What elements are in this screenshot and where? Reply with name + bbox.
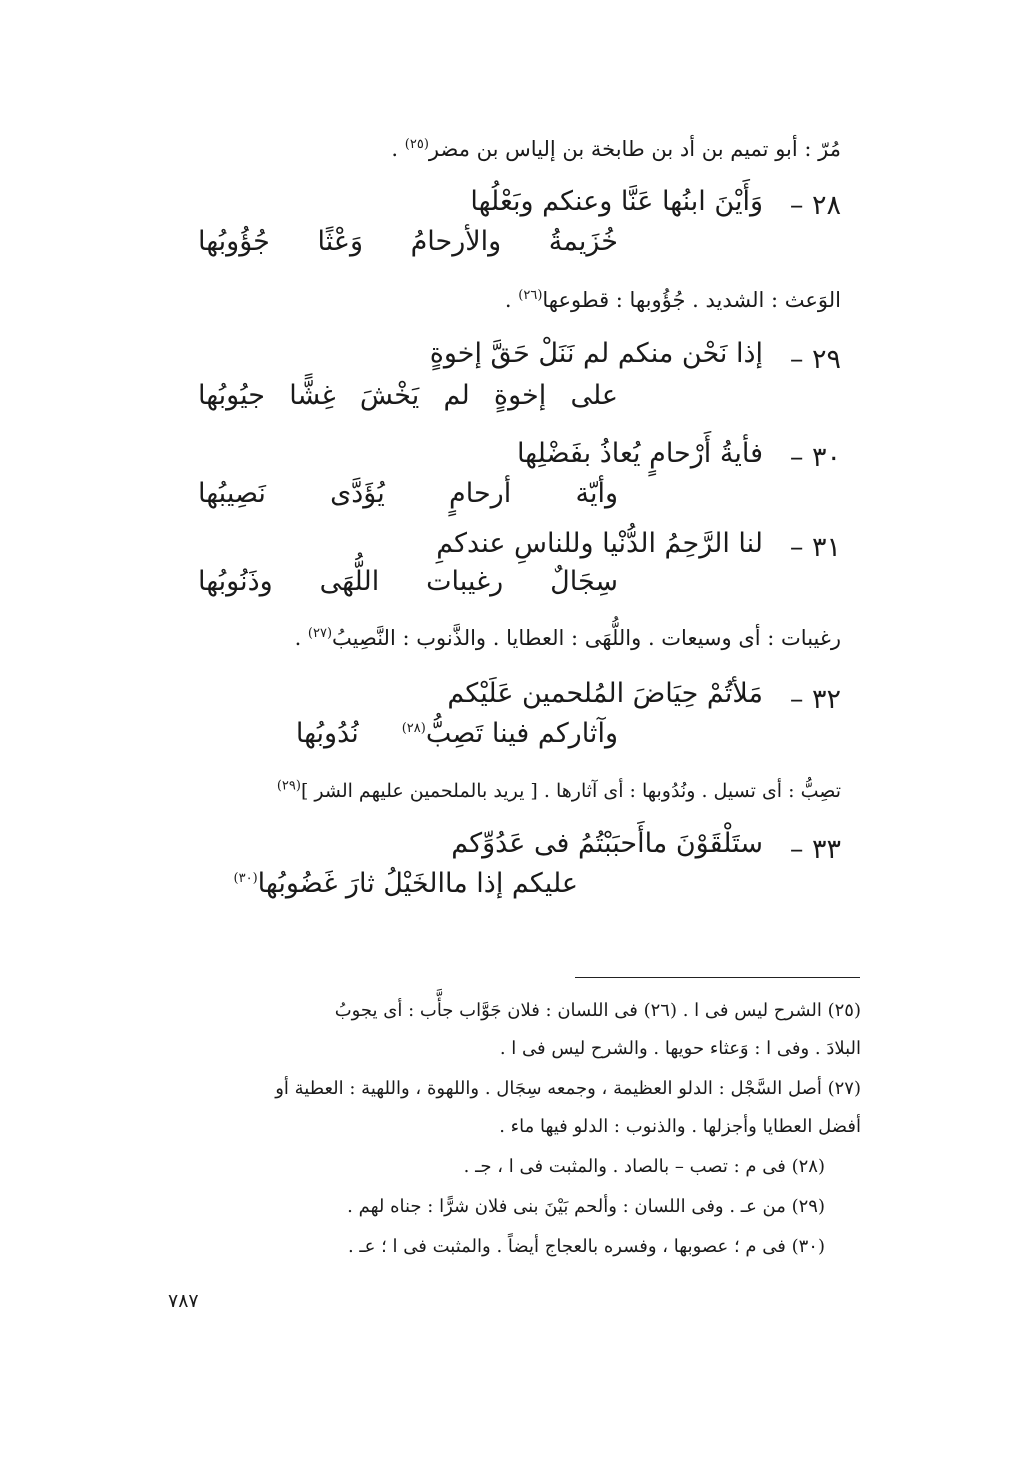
verse-number: ٢٩ – <box>789 344 841 375</box>
verse-second-hemistich <box>198 868 578 899</box>
verse-number: ٢٨ – <box>789 190 841 221</box>
verse-second-hemistich <box>198 718 618 749</box>
verse-second-text: وآثاركم فينا تَصِبُّ <box>425 718 618 749</box>
intro-text: مُرّ : أبو تميم بن أد بن طابخة بن إلياس بن مضر <box>428 137 841 161</box>
footnote-line: البلادَ . وفى ا : وَعثاء حويها . والشرح ليس فى ا . <box>499 1038 861 1059</box>
gloss-line <box>295 626 841 650</box>
footnote-rule <box>575 977 860 978</box>
verse-first-hemistich: لنا الرَّحِمُ الدُّنْيا وللناسِ عندكمِ <box>436 528 763 559</box>
footnote-line: أفضل العطايا وأجزلها . والذنوب : الدلو فيها ماء . <box>499 1116 861 1137</box>
verse-first-hemistich: مَلأتُمْ حِيَاضَ المُلحمين عَلَيْكم <box>447 678 763 709</box>
verse-first-hemistich: وَأَيْنَ ابنُها عَنَّا وعنكم وبَعْلُها <box>470 186 763 217</box>
verse-second-text: عليكم إذا ماالخَيْلُ ثارَ غَضُوبُها <box>257 868 578 899</box>
footnote-ref: (٢٦) <box>518 288 543 303</box>
footnote-line: (٢٥) الشرح ليس فى ا . (٢٦) فى اللسان : فلان جَوَّاب جأَّب : أى يجوبُ <box>334 1000 861 1021</box>
verse-second-end: نُدُوبُها <box>295 718 359 749</box>
footnote-line: (٢٩) من عـ . وفى اللسان : وألحم بَيْنَ بنى فلان شرًّا : جناه لهم . <box>347 1196 825 1217</box>
verse-number: ٣١ – <box>789 532 841 563</box>
verse-second-hemistich: سِجَالٌ رغيبات اللُّهَى وذَنُوبُها <box>198 566 618 597</box>
verse-second-hemistich: على إخوةٍ لم يَخْشَ غِشًّا جيُوبُها <box>198 380 618 411</box>
verse-number: ٣٠ – <box>789 442 841 473</box>
gloss-line <box>505 288 841 312</box>
gloss-end: . <box>504 288 519 312</box>
verse-second-hemistich: وأيّة أرحامٍ يُؤَدَّى نَصِيبُها <box>198 478 618 509</box>
footnote-ref: (٢٧) <box>307 626 333 641</box>
footnote-ref: (٢٨) <box>401 721 426 736</box>
footnote-ref: (٣٠) <box>233 871 258 886</box>
verse-second-hemistich: خُزَيمةُ والأرحامُ وَعْثًا جُؤُوبُها <box>198 226 618 257</box>
footnote-line: (٢٨) فى م : تصب – بالصاد . والمثبت فى ا ، جـ . <box>463 1156 825 1177</box>
gloss-text: تصِبُّ : أى تسيل . ونُدُوبها : أى آثارها . [ يريد بالملحمين عليهم الشر ] <box>300 780 841 802</box>
intro-line <box>391 137 841 161</box>
gloss-line <box>277 780 841 802</box>
gloss-text: الوَعث : الشديد . جُؤُوبها : قطوعها <box>542 288 841 312</box>
verse-first-hemistich: فأيةُ أَرْحامٍ يُعاذُ بفَضْلِها <box>516 438 763 469</box>
verse-first-hemistich: إذا نَحْن منكم لم نَنَلْ حَقَّ إخوةٍ <box>429 338 763 369</box>
page-number: ٧٨٧ <box>168 1290 199 1312</box>
footnote-line: (٢٧) أصل السَّجْل : الدلو العظيمة ، وجمعه سِجَال . واللهوة ، واللهية : العطية أو <box>275 1078 861 1099</box>
footnote-ref: (٢٩) <box>276 778 301 794</box>
footnote-line: (٣٠) فى م ؛ عصوبها ، وفسره بالعجاج أيضاً . والمثبت فى ا ؛ عـ . <box>347 1236 825 1257</box>
verse-number: ٣٣ – <box>789 834 841 865</box>
verse-first-hemistich: ستَلْقَوْنَ ماأَحبَبْتُمُ فى عَدُوِّكم <box>451 828 763 859</box>
gloss-end: . <box>294 626 308 650</box>
gloss-text: رغيبات : أى وسيعات . واللُّهَى : العطايا . والذَّنوب : النَّصِيبُ <box>332 626 841 650</box>
verse-number: ٣٢ – <box>789 684 841 715</box>
intro-end: . <box>391 137 405 161</box>
footnote-ref: (٢٥) <box>404 137 429 152</box>
